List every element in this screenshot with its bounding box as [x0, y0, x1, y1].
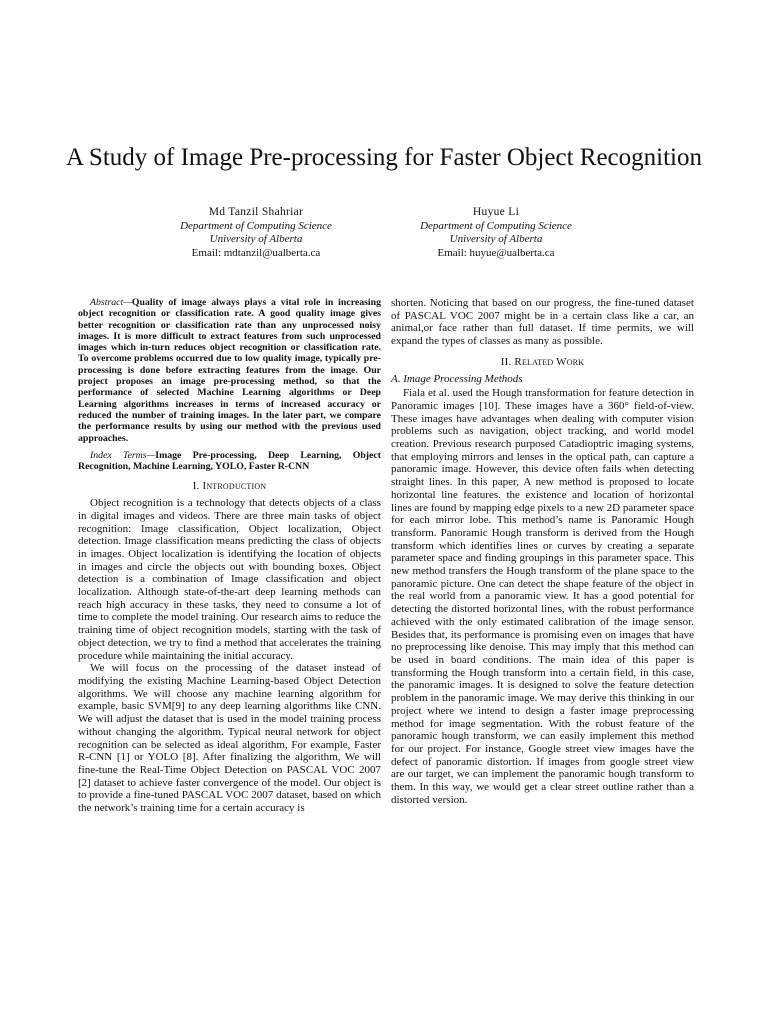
- author-name: Md Tanzil Shahriar: [208, 206, 304, 218]
- author-email: Email: huyue@ualberta.ca: [437, 246, 555, 259]
- intro-paragraph-1: Object recognition is a technology that detects objects of a class in digital images and videos. There are three main tasks of object recognition: Image classification, Object localization, Object detection. Image classification means predicting the class of objects in images. Object localization is identifying the location of objects in images and circle the objects out with bounding boxes. Object detection is a combination of Image classification and object localization. Although state-of-the-art deep learning methods can reach high accuracy in these tasks, they need to consume a lot of time to complete the model training. Our research aims to reduce the training time of object recognition models, starting with the task of object detection, we try to find a method that accelerates the training procedure while maintaining the initial accuracy.: [78, 497, 381, 662]
- subsection-heading-image-processing: A. Image Processing Methods: [391, 372, 523, 385]
- abstract-label: Abstract—: [90, 297, 132, 308]
- index-terms-text: Image Pre-processing, Deep Learning, Object Recognition, Machine Learning, YOLO, Faster R-CNN: [78, 449, 381, 473]
- author-university: University of Alberta: [449, 233, 543, 245]
- intro-paragraph-2: We will focus on the processing of the dataset instead of modifying the existing Machine Learning-based Object Detection algorithms. We will choose any machine learning algorithm for example, basic SVM[9] to any deep learning algorithms like CNN. We will adjust the dataset that is used in the model training process without changing the algorithm. Typical neural network for object recognition can be selected as ideal algorithm, For example, Faster R-CNN [1] or YOLO [8]. After finalizing the algorithm, We will fine-tune the Real-Time Object Detection on PASCAL VOC 2007 [2] dataset to achieve faster convergence of the model. Our object is to provide a fine-tuned PASCAL VOC 2007 dataset, based on which the network’s training time for a certain accuracy is: [78, 662, 381, 815]
- left-column: [78, 297, 381, 815]
- author-name: Huyue Li: [472, 206, 520, 218]
- right-column: [391, 297, 694, 806]
- author-block-2: [376, 206, 616, 260]
- index-terms: [78, 450, 381, 473]
- abstract: [78, 297, 381, 444]
- section-heading-related-work: II. Related Work: [500, 355, 585, 368]
- section-heading-introduction: I. Introduction: [192, 480, 267, 493]
- author-university: University of Alberta: [209, 233, 303, 245]
- author-email: Email: mdtanzil@ualberta.ca: [191, 246, 321, 259]
- paper-title: A Study of Image Pre-processing for Faster Object Recognition: [66, 143, 702, 171]
- author-department: Department of Computing Science: [180, 219, 332, 232]
- author-department: Department of Computing Science: [420, 219, 572, 232]
- related-work-paragraph: Fiala et al. used the Hough transformation for feature detection in Panoramic images [10]. These images have a 360° field-of-view. These images have advantages when dealing with computer vision problems such as navigation, object tracking, and world model creation. Previous research purposed Catadioptric imaging systems, that employing mirrors and lenses in the optical path, can capture a panoramic image. However, this device often fails when detecting straight lines. In this paper, A new method is proposed to locate horizontal line features. the existence and location of horizontal lines are found by mapping edge pixels to a new 2D parameter space for each mirror lobe. This method’s name is Panoramic Hough transform. Panoramic Hough transform is derived from the Hough transform which identifies lines or curves by creating a separate parameter space and finding groupings in this parameter space. This new method transfers the Hough transform of the plane space to the panoramic picture. One can detect the shape feature of the object in the real world from a panoramic view. It has a good potential for detecting the distorted horizontal lines, with the robust performance achieved with the only estimated calibration of the image sensor. Besides that, its performance is promising even on images that have no preprocessing like denoise. This may imply that this method can be used in board conditions. The main idea of this paper is transforming the Hough transform into a certain field, in this case, the panoramic images. It is designed to solve the feature detection problem in the panoramic image. We may derive this thinking in our project where we intend to design a faster image preprocessing method for image segmentation. With the robust feature of the panoramic hough transform, we can easily implement this method for our project. For instance, Google street view images have the defect of panoramic distortion. If images from google street view are our target, we can implement the panoramic hough transform to them. In this way, we would get a clear street outline rather than a distorted version.: [391, 387, 695, 806]
- author-block-1: [136, 206, 376, 260]
- abstract-text: Quality of image always plays a vital role in increasing object recognition or classification rate. A good quality image gives better recognition or classification rate than any unprocessed noisy images. It is more difficult to extract features from such unprocessed images which in-turn reduces object recognition or classification rate. To overcome problems occurred due to low quality image, typically pre-processing is done before extracting features from the image. Our project proposes an image pre-processing method, so that the performance of selected Machine Learning algorithms or Deep Learning algorithms increases in terms of increased accuracy or reduced the number of training images. In the later part, we compare the performance results by using our method with the previous used approaches.: [78, 297, 381, 444]
- index-terms-label: Index Terms—: [90, 449, 156, 461]
- intro-paragraph-2-continued: shorten. Noticing that based on our progress, the fine-tuned dataset of PASCAL VOC 2007 might be in a certain class like a car, an animal,or face rather than full dataset. If time permits, we will expand the types of classes as many as possible.: [391, 297, 694, 348]
